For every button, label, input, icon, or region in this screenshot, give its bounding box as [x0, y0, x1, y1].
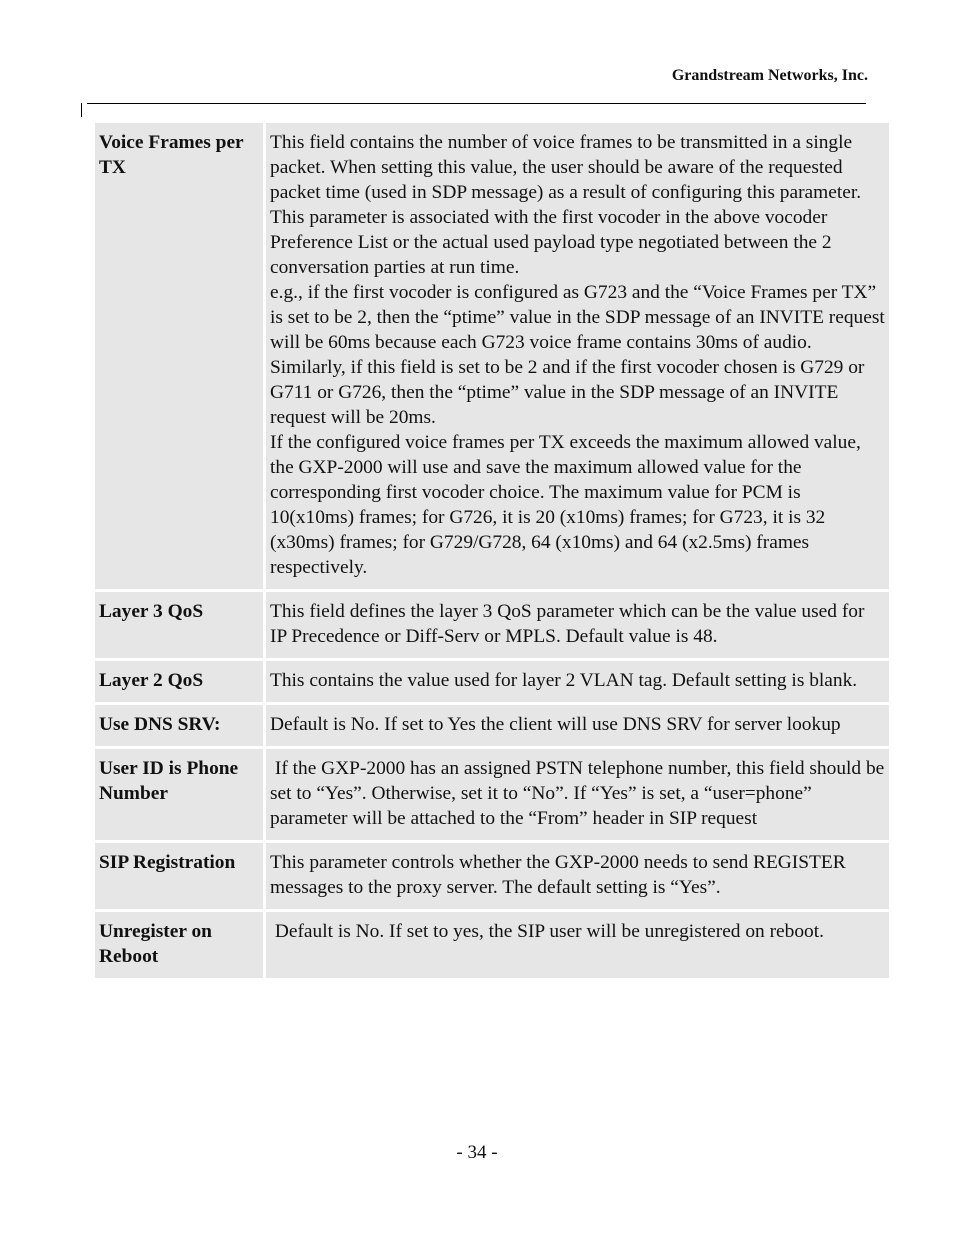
company-header: Grandstream Networks, Inc. [671, 67, 868, 84]
table-row [95, 843, 889, 909]
param-name-dns-srv: Use DNS SRV: [95, 705, 263, 746]
table-row [95, 749, 889, 840]
param-desc-paragraph: This field contains the number of voice frames to be transmitted in a single packet. When setting this value, the user should be aware of the requested packet time (used in SDP message) as a result of configuring this parameter. This parameter is associated with the first vocoder in the above vocoder Preference List or the actual used payload type negotiated between the 2 conversation parties at run time. [270, 132, 862, 278]
param-name-layer3-qos: Layer 3 QoS [95, 592, 263, 658]
header-rule [87, 103, 866, 104]
table-row [95, 661, 889, 702]
param-desc-paragraph: e.g., if the first vocoder is configured as G723 and the “Voice Frames per TX” is set to be 2, then the “ptime” value in the SDP message of an INVITE request will be 60ms because each G723 voice frame contains 30ms of audio. Similarly, if this field is set to be 2 and if the first vocoder chosen is G729 or G711 or G726, then the “ptime” value in the SDP message of an INVITE request will be 20ms. [270, 282, 885, 428]
param-desc-voice-frames [266, 123, 889, 589]
param-name-layer2-qos: Layer 2 QoS [95, 661, 263, 702]
param-desc-paragraph: If the configured voice frames per TX exceeds the maximum allowed value, the GXP-2000 will use and save the maximum allowed value for the corresponding first vocoder choice. The maximum value for PCM is 10(x10ms) frames; for G726, it is 20 (x10ms) frames; for G723, it is 32 (x30ms) frames; for G729/G728, 64 (x10ms) and 64 (x2.5ms) frames respectively. [270, 432, 861, 578]
table-row [95, 592, 889, 658]
param-desc-paragraph: Default is No. If set to yes, the SIP user will be unregistered on reboot. [270, 921, 824, 942]
parameter-table [92, 120, 892, 981]
param-desc-layer2-qos [266, 661, 889, 702]
table-row [95, 123, 889, 589]
param-desc-sip-registration [266, 843, 889, 909]
param-desc-paragraph: Default is No. If set to Yes the client will use DNS SRV for server lookup [270, 714, 841, 735]
param-name-voice-frames: Voice Frames per TX [95, 123, 263, 589]
param-desc-layer3-qos [266, 592, 889, 658]
page-number: - 34 - [456, 1142, 498, 1163]
param-desc-unregister-reboot [266, 912, 889, 978]
margin-tick [81, 103, 82, 117]
table-row [95, 705, 889, 746]
param-desc-paragraph: This parameter controls whether the GXP-2000 needs to send REGISTER messages to the proxy server. The default setting is “Yes”. [270, 852, 846, 898]
param-desc-user-id-phone [266, 749, 889, 840]
param-name-unregister-reboot: Unregister on Reboot [95, 912, 263, 978]
param-desc-paragraph: This field defines the layer 3 QoS parameter which can be the value used for IP Precedence or Diff-Serv or MPLS. Default value is 48. [270, 601, 865, 647]
param-desc-dns-srv [266, 705, 889, 746]
param-name-user-id-phone: User ID is Phone Number [95, 749, 263, 840]
param-desc-paragraph: If the GXP-2000 has an assigned PSTN telephone number, this field should be set to “Yes”. Otherwise, set it to “No”. If “Yes” is set, a “user=phone” parameter will be attached to the “From” header in SIP request [270, 758, 890, 829]
table-row [95, 912, 889, 978]
param-desc-paragraph: This contains the value used for layer 2 VLAN tag. Default setting is blank. [270, 670, 858, 691]
param-name-sip-registration: SIP Registration [95, 843, 263, 909]
